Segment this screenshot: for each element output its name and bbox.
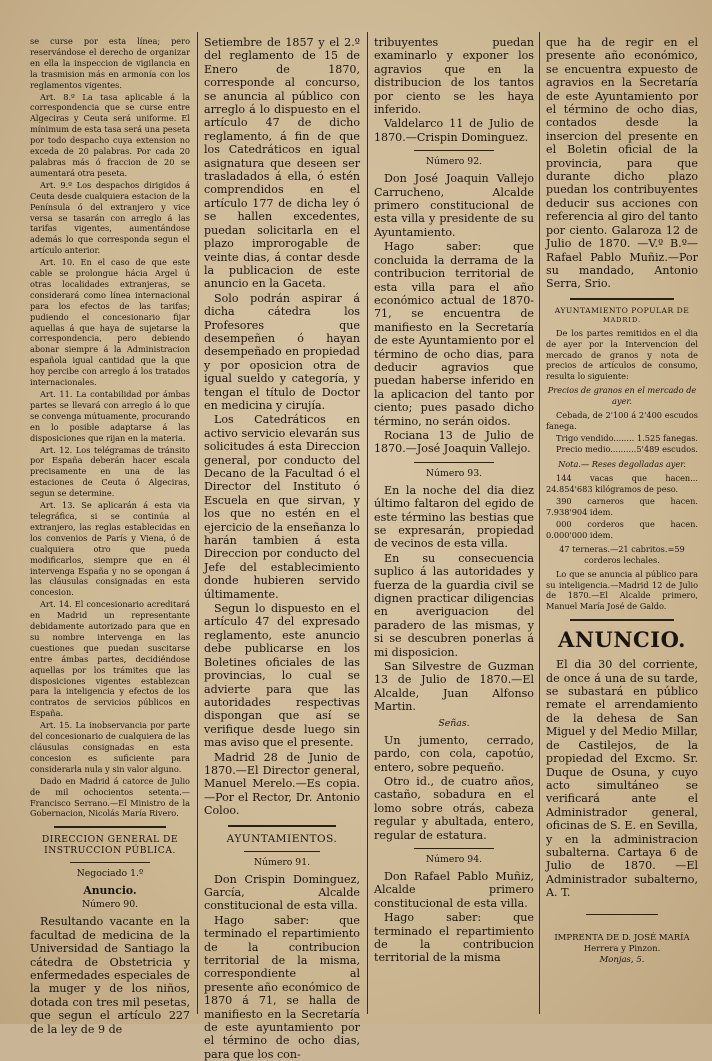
paragraph: El dia 30 del corriente, de once á una de su tarde, se subastará en público remate el arrendamiento de la dehesa de San Miguel y del Medio Millar, de Castilejos, de la propiedad del Excmo. Sr. Duque de Osuna, y cuyo acto simultáneo se verificará ante el Administrador general, oficinas de S. E. en Sevilla, y en la administracion subalterna. Cartaya 6 de Julio de 1870. —El Administrador subalterno, A. T. (546, 658, 698, 900)
paragraph: Art. 11. La contabilidad por ámbas partes se llevará con arreglo á lo que se convenga mútuamente, procurando en lo posible adaptarse á las disposiciones que rijan en la materia. (30, 389, 190, 443)
column-rule (539, 32, 540, 1014)
paragraph: Resultando vacante en la facultad de medicina de la Universidad de Santiago la cátedra de Obstetricia y enfermedades especiales de la muger y de los niños, dotada con tres mil pesetas, que segun el artículo 227 de la ley de 9 de (30, 915, 190, 1036)
meat-line: 000 corderos que hacen. 0.000'000 idem. (546, 519, 698, 540)
paragraph: Don Crispin Dominguez, García, Alcalde constitucional de esta villa. (204, 872, 360, 913)
signature: Valdelarco 11 de Julio de 1870.—Crispin Dominguez. (374, 117, 534, 144)
paragraph: Hago saber: que concluida la derrama de la contribucion territorial de esta villa para el año económico actual de 1870-71, se encuentra de manifiesto en la Secretaría de este Ayuntamiento por el término de ocho dias, para deducir agravios que puedan haberse inferido en la aplicacion del tanto por ciento; pues pasado dicho término, no serán oidos. (374, 240, 534, 428)
paragraph: se curse por esta línea; pero reservándose el derecho de organizar en ella la inspeccion de vigilancia en la trasmision más en armonía con los reglamentos vigentes. (30, 36, 190, 90)
price-row (546, 444, 698, 455)
paragraph: Los Catedráticos en activo servicio elevarán sus solicitudes á esta Direccion general, por conducto del Decano de la Facultad ó el Director del Instituto ó Escuela en que sirvan, y los que no estén en el ejercicio de la enseñanza lo harán tambien á esta Direccion por conducto del Jefe del establecimiento donde hubieren servido últimamente. (204, 413, 360, 601)
column-1 (30, 36, 190, 1036)
prices-heading: Precios de granos en el mercado de ayer. (547, 385, 697, 407)
notice-number: Número 94. (425, 853, 483, 865)
paragraph: Art. 15. La inobservancia por parte del concesionario de cualquiera de las cláusulas consignadas en esta concesion es suficiente para considerarla nula y sin valor alguno. (30, 720, 190, 774)
negociado-label: Negociado 1.º (76, 868, 144, 880)
column-3 (374, 36, 534, 1016)
signature: San Silvestre de Guzman 13 de Julio de 1870.—El Alcalde, Juan Alfonso Martin. (374, 660, 534, 714)
notice-number: Número 93. (425, 467, 483, 479)
column-2 (204, 36, 360, 1061)
column-4 (546, 36, 698, 1016)
paragraph: Otro id., de cuatro años, castaño, sobadura en el lomo sobre otrás, cabeza regular y abultada, entero, regular de estatura. (374, 774, 534, 842)
section-title: DIRECCION GENERAL DE INSTRUCCION PÚBLICA. (41, 834, 179, 857)
price-row (546, 433, 698, 444)
paragraph: Setiembre de 1857 y el 2.º del reglamento de 15 de Enero de 1870, corresponde al concurso, se anuncia al público con arreglo á lo dispuesto en el artículo 47 de dicho reglamento, á fin de que los Catedráticos en igual asignatura que deseen ser trasladados á ella, ó estén comprendidos en el artículo 177 de dicha ley ó se hallen excedentes, puedan solicitarla en el plazo improrogable de veinte dias, á contar desde la publicacion de este anuncio en la Gaceta. (204, 36, 360, 291)
divider (244, 851, 320, 852)
divider (414, 150, 494, 151)
signature: Rociana 13 de Julio de 1870.—José Joaquin Vallejo. (374, 428, 534, 456)
paragraph: Lo que se anuncia al público para su inteligencia.—Madrid 12 de Julio de 1870.—El Alcalde primero, Manuel María José de Galdo. (546, 568, 698, 612)
paragraph: que ha de regir en el presente año económico, se encuentra expuesto de agravios en la Secretaría de este Ayuntamiento por el término de ocho dias, contados desde la insercion del presente en el Boletin oficial de la provincia, para que durante dicho plazo puedan los contribuyentes deducir sus acciones con referencia al giro del tanto por ciento. Galaroza 12 de Julio de 1870. —V.º B.º—Rafael Pablo Muñiz.—Por su mandado, Antonio Serra, Srio. (546, 36, 698, 291)
printer-name: IMPRENTA DE D. JOSÉ MARÍA Herrera y Pinzon. (554, 932, 690, 954)
signature: Madrid 28 de Junio de 1870.—El Director general, Manuel Merelo.—Es copia.—Por el Rector, Dr. Antonio Coloo. (204, 750, 360, 818)
paragraph: Art. 9.º Los despachos dirigidos á Ceuta desde cualquiera estacion de la Península ó del extranjero y vice versa se tasarán con arreglo á las tarifas vigentes, aumentándose además lo que corresponda segun el artículo anterior. (30, 179, 190, 256)
divider (570, 619, 674, 621)
paragraph: En la noche del dia diez último faltaron del egido de este término las bestias que se expresarán, propiedad de vecinos de esta villa. (374, 483, 534, 551)
printer-address: Monjas, 5. (599, 954, 645, 965)
paragraph: Art. 10. En el caso de que este cable se prolongue hácia Argel ú otras localidades extranjeras, se considerará como línea internacional para los efectos de las tarifas; pudiendo el concesionario fijar aquellas á que haya de sujetarse la correspondencia, pero debiendo abonar siempre á la Administracion española igual cantidad que la que hoy percibe con arreglo á los tratados internacionales. (30, 257, 190, 388)
paragraph: En su consecuencia suplico á las autoridades y fuerza de la guardia civil se dignen practicar diligencias en averiguacion del paradero de las mismas, y si se descubren ponerlas á mi disposicion. (374, 551, 534, 659)
printer-imprint (546, 933, 698, 966)
paragraph: Hago saber: que terminado el repartimiento de la contribucion territorial de la misma, correspondiente al presente año económico de 1870 á 71, se halla de manifiesto en la Secretaría de este ayuntamiento por el término de ocho dias, para que los con- (204, 913, 360, 1061)
senas-heading: Señas. (438, 717, 470, 729)
divider (414, 848, 494, 849)
notice-number: Número 92. (425, 156, 483, 168)
meat-line: 144 vacas que hacen... 24.854'683 kilógramos de peso. (546, 473, 698, 495)
paragraph: Un jumento, cerrado, pardo, con cola, capotúo, entero, sobre pequeño. (374, 733, 534, 774)
price-line: Cebada, de 2'100 á 2'400 escudos fanega. (546, 410, 698, 431)
paragraph: Art. 12. Los telégramas de tránsito por España deberán hacer escala precisamente en una de las estaciones de Ceuta ó Algeciras, segun se determine. (30, 444, 190, 499)
price-label: Trigo vendido........ (556, 432, 635, 443)
divider (70, 862, 150, 863)
section-title: AYUNTAMIENTOS. (226, 832, 338, 845)
paragraph: De los partes remitidos en el dia de ayer por la Intervencion del mercado de granos y nota de precios de artículos de consumo, resulta lo siguiente: (546, 327, 698, 382)
anuncio-heading: ANUNCIO. (558, 627, 686, 653)
notice-number: Número 91. (253, 856, 311, 868)
price-value: 1.525 fanegas. (637, 432, 698, 443)
divider (570, 298, 674, 300)
paragraph: Art. 8.º La tasa aplicable á la correspondencia que se curse entre Algeciras y Ceuta será uniforme. El mínimum de esta tasa será una peseta por todo despacho cuya extension no exceda de 20 palabras. Por cada 20 palabras más ó fraccion de 20 se aumentará otra peseta. (30, 91, 190, 178)
divider (586, 914, 658, 915)
divider (414, 462, 494, 463)
column-rule (197, 32, 198, 1014)
paragraph: Art. 13. Se aplicarán á esta via telegráfica, si se continúa al extranjero, las reglas establecidas en los convenios de París y Viena, ó de cualquiera otro que pueda modificarlos, siempre que en él intervenga España y no se opongan á las cláusulas consignadas en esta concesion. (30, 500, 190, 598)
price-value: 5'489 escudos. (636, 443, 698, 454)
section-title: AYUNTAMIENTO POPULAR DE (554, 305, 690, 315)
paragraph: Art. 14. El concesionario acreditará en Madrid un representante debidamente autorizado para que en su nombre intervenga en las cuestiones que puedan suscitarse entre ámbas partes, decidiéndose aquellas por los trámites que las disposiciones vigentes establezcan para la inteligencia y efectos de los contratos de servicios públicos en España. (30, 599, 190, 719)
divider (228, 825, 336, 827)
paragraph: Don Rafael Pablo Muñiz, Alcalde primero constitucional de esta villa. (374, 869, 534, 910)
meat-line: 47 terneras.—21 cabritos.=59 corderos lechales. (559, 543, 685, 565)
paragraph: Segun lo dispuesto en el artículo 47 del expresado reglamento, este anuncio debe publicarse en los Boletines oficiales de las provincias, lo cual se advierte para que las autoridades respectivas dispongan que así se verifique desde luego sin mas aviso que el presente. (204, 602, 360, 750)
column-rule (367, 32, 368, 1014)
anuncio-heading: Anuncio. (83, 884, 137, 898)
notice-number: Número 90. (81, 899, 139, 911)
meat-line: 390 carneros que hacen. 7.938'904 idem. (546, 496, 698, 518)
paragraph: Dado en Madrid á catorce de Julio de mil ochocientos setenta.—Francisco Serrano.—El Ministro de la Gobernacion, Nicolás María Rivero. (30, 775, 190, 819)
paragraph: Hago saber: que terminado el repartimiento de la contribucion territorial de la misma (374, 911, 534, 965)
divider (54, 826, 166, 828)
paragraph: tribuyentes puedan examinarlo y exponer los agravios que en la distribucion de los tantos por ciento se les haya inferido. (374, 36, 534, 117)
section-subtitle: MADRID. (602, 315, 642, 324)
paragraph: Solo podrán aspirar á dicha cátedra los Profesores que desempeñen ó hayan desempeñado en propiedad y por oposicion otra de igual sueldo y categoría, y tengan el título de Doctor en medicina y cirujía. (204, 291, 360, 412)
price-label: Precio medio.......... (556, 443, 637, 454)
paragraph: Don José Joaquin Vallejo Carrucheno, Alcalde primero constitucional de esta villa y presidente de su Ayuntamiento. (374, 172, 534, 239)
nota-heading: Nota.— Reses degolladas ayer. (558, 459, 686, 470)
